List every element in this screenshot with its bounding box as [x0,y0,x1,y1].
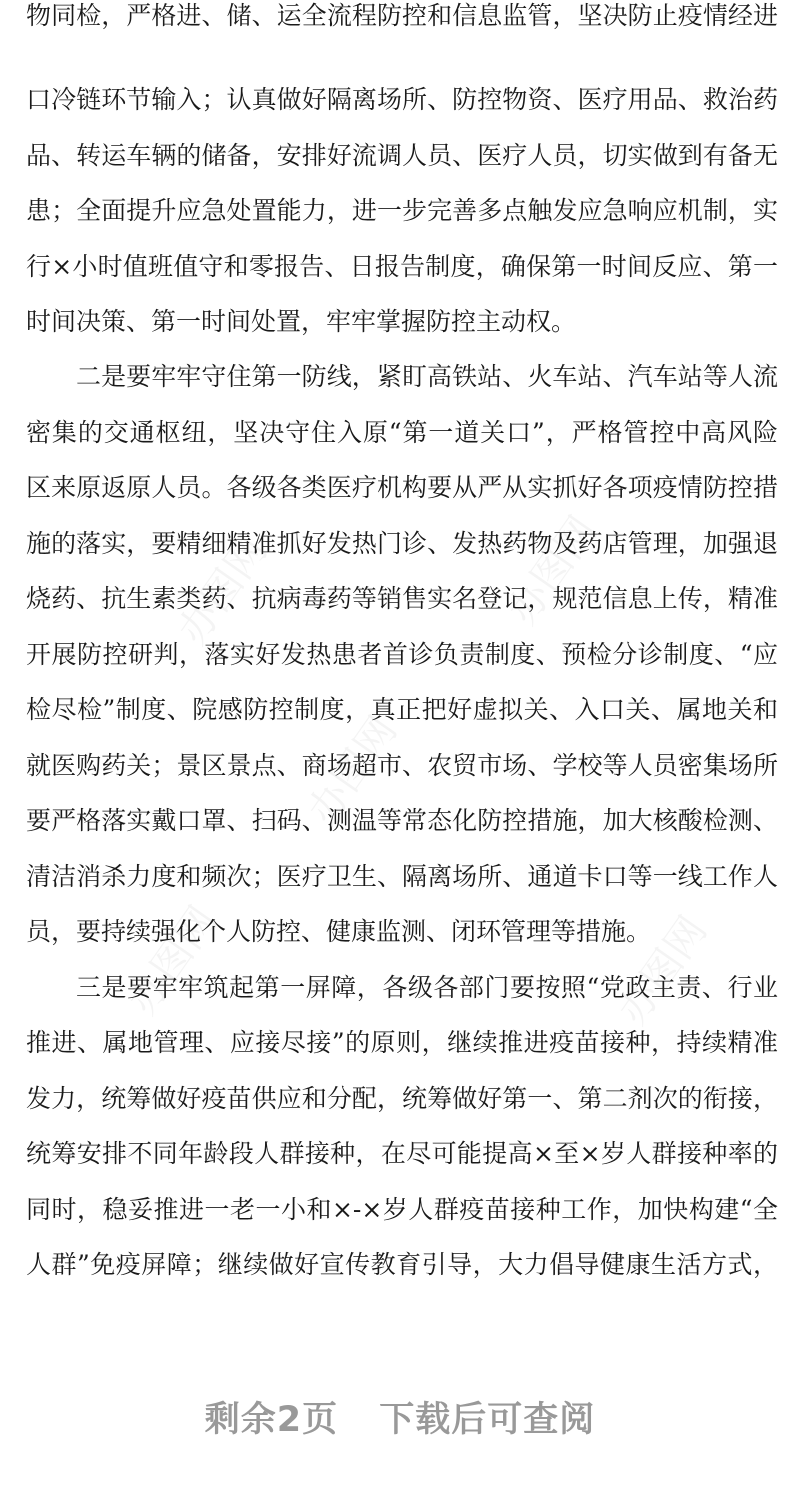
watermark: 办图网 [119,898,227,1023]
text-line: 人群”免疫屏障；继续做好宣传教育引导，大力倡导健康生活方式， [26,1250,778,1279]
watermark: 办图网 [609,908,717,1033]
text-line: 开展防控研判，落实好发热患者首诊负责制度、预检分诊制度、“应 [26,640,778,669]
text-line: 施的落实，要精细精准抓好发热门诊、发热药物及药店管理，加强退 [26,529,778,558]
text-line: 就医购药关；景区景点、商场超市、农贸市场、学校等人员密集场所 [26,751,778,780]
watermark: 办图网 [169,528,277,653]
text-line: 区来原返原人员。各级各类医疗机构要从严从实抓好各项疫情防控措 [26,473,778,502]
text-line: 患；全面提升应急处置能力，进一步完善多点触发应急响应机制，实 [26,196,778,225]
text-line: 检尽检”制度、院感防控制度，真正把好虚拟关、入口关、属地关和 [26,695,778,724]
watermark: 办图网 [499,508,607,633]
watermark: 办图网 [299,708,407,833]
text-line: 密集的交通枢纽，坚决守住入原“第一道关口”，严格管控中高风险 [26,418,778,447]
paragraph-first-line: 三是要牢牢筑起第一屏障，各级各部门要按照“党政主责、行业 [76,973,778,1002]
remaining-pages-banner: 剩余2页 下载后可查阅 [204,1400,596,1440]
text-line: 品、转运车辆的储备，安排好流调人员、医疗人员，切实做到有备无 [26,141,778,170]
text-line: 烧药、抗生素类药、抗病毒药等销售实名登记，规范信息上传，精准 [26,584,778,613]
text-line: 要严格落实戴口罩、扫码、测温等常态化防控措施，加大核酸检测、 [26,806,778,835]
text-line: 物同检，严格进、储、运全流程防控和信息监管，坚决防止疫情经进 [26,1,778,30]
text-line: 统筹安排不同年龄段人群接种，在尽可能提高×至×岁人群接种率的 [26,1139,778,1168]
text-line: 行×小时值班值守和零报告、日报告制度，确保第一时间反应、第一 [26,252,778,281]
text-line: 口冷链环节输入；认真做好隔离场所、防控物资、医疗用品、救治药 [26,85,778,114]
text-line: 发力，统筹做好疫苗供应和分配，统筹做好第一、第二剂次的衔接， [26,1084,778,1113]
text-line: 时间决策、第一时间处置，牢牢掌握防控主动权。 [26,307,577,336]
text-line: 清洁消杀力度和频次；医疗卫生、隔离场所、通道卡口等一线工作人 [26,862,778,891]
text-line: 同时，稳妥推进一老一小和×-×岁人群疫苗接种工作，加快构建“全 [26,1195,778,1224]
text-line: 员，要持续强化个人防控、健康监测、闭环管理等措施。 [26,917,652,946]
paragraph-first-line: 二是要牢牢守住第一防线，紧盯高铁站、火车站、汽车站等人流 [76,362,778,391]
text-line: 推进、属地管理、应接尽接”的原则，继续推进疫苗接种，持续精准 [26,1028,778,1057]
